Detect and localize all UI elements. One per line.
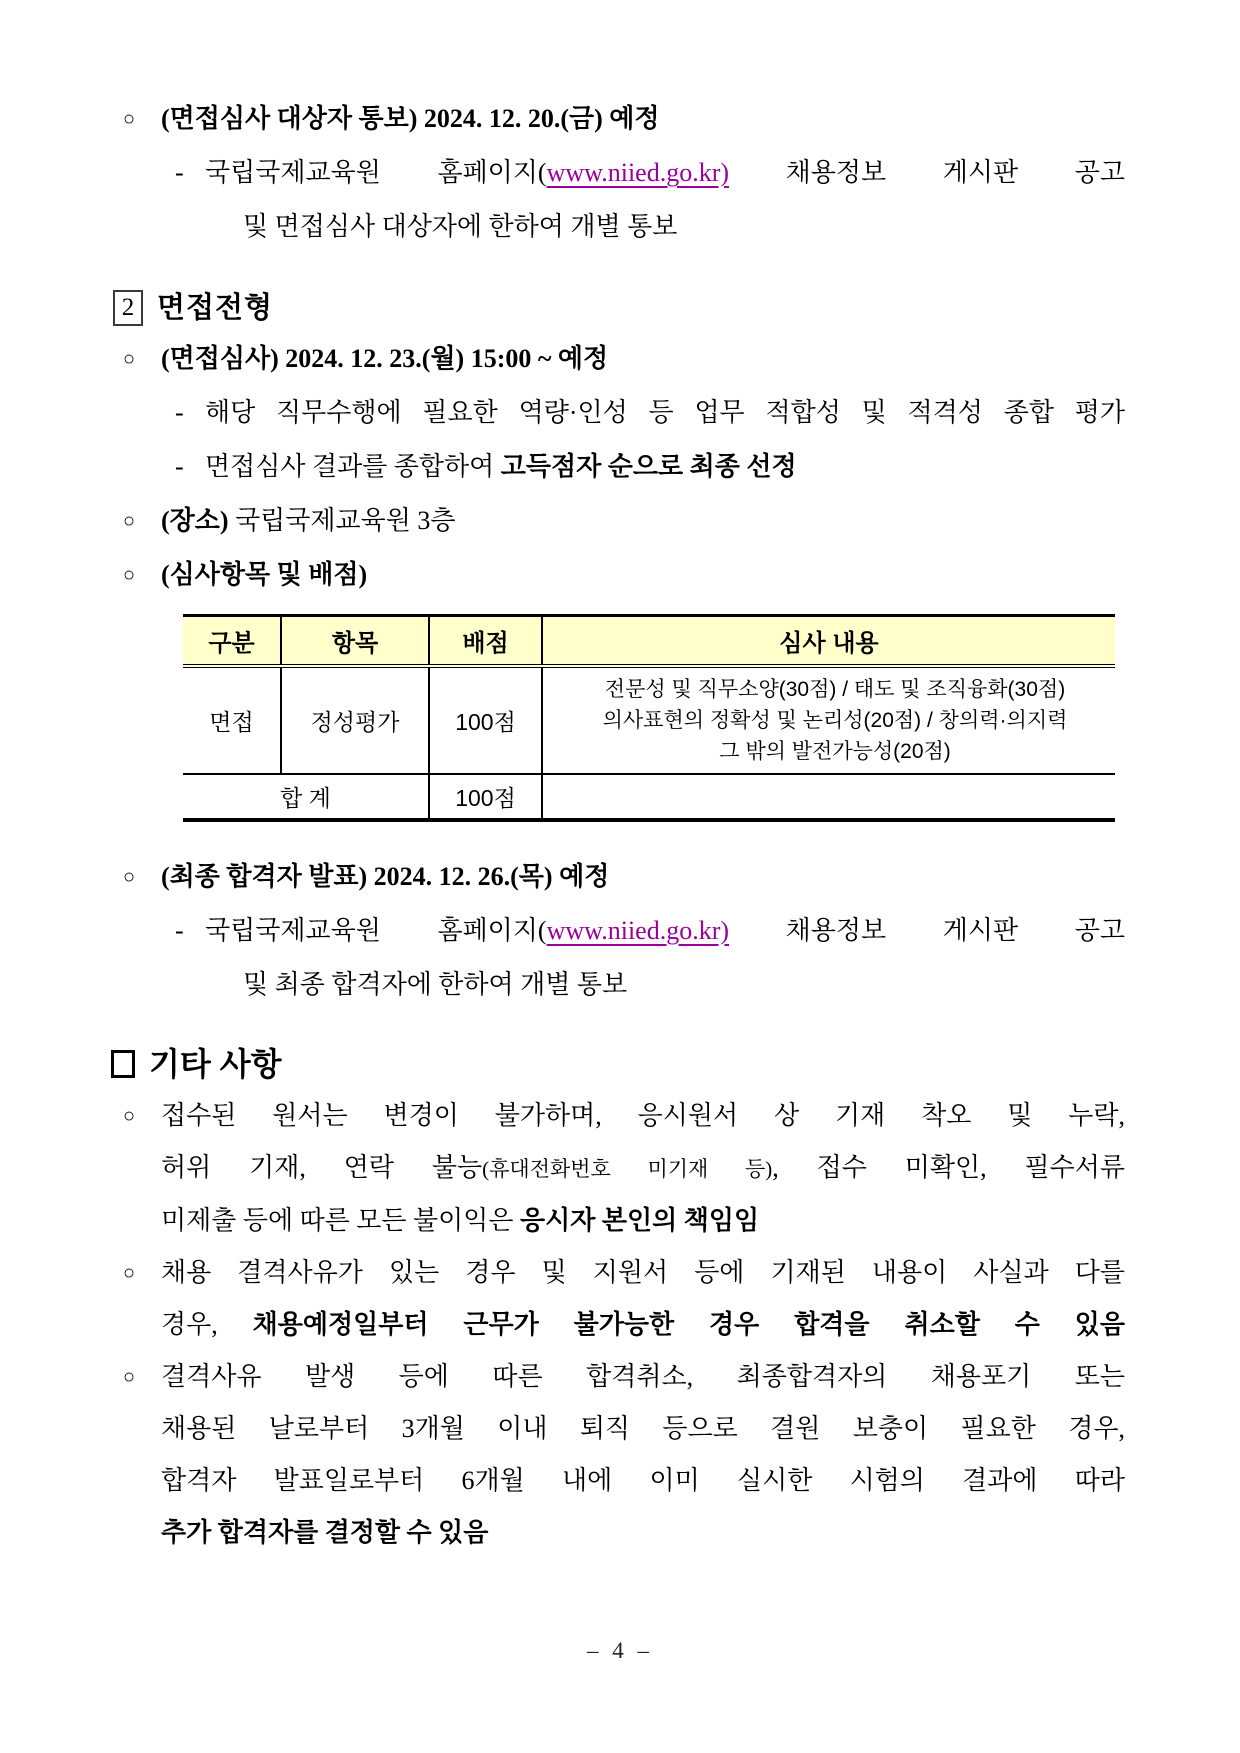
place-label: (장소): [161, 506, 229, 535]
etc-bullet-3-line-2: 채용된 날로부터 3개월 이내 퇴직 등으로 결원 보충이 필요한 경우,: [161, 1413, 1125, 1443]
cell-category: 면접: [209, 708, 254, 735]
etc-bullet-1-line-1: 접수된 원서는 변경이 불가하며, 응시원서 상 기재 착오 및 누락,: [161, 1100, 1125, 1130]
header-score: 배점: [429, 616, 542, 666]
additional-pass-bold-text: 추가 합격자를 결정할 수 있음: [161, 1517, 489, 1547]
criteria-line: [123, 548, 1125, 602]
interview-item-1: [175, 386, 1125, 440]
cell-total-score: 100점: [429, 774, 542, 820]
header-content: 심사 내용: [542, 616, 1115, 666]
notice-sub-line-2: 및 면접심사 대상자에 한하여 개별 통보: [243, 212, 678, 241]
final-date: 2024. 12. 26.(목) 예정: [367, 861, 610, 891]
cell-item: 정성평가: [281, 666, 429, 774]
etc-bullet-1-line-2-tail: , 접수 미확인, 필수서류: [772, 1152, 1125, 1182]
interview-item-1-text: 해당 직무수행에 필요한 역량·인성 등 업무 적합성 및 적격성 종합 평가: [205, 398, 1125, 427]
final-label: (최종 합격자 발표): [161, 861, 368, 891]
niied-homepage-link[interactable]: www.niied.go.kr): [546, 158, 730, 187]
board-notice-text: 채용정보 게시판 공고: [729, 915, 1125, 945]
etc-bullet-3-line-3: 합격자 발표일로부터 6개월 내에 이미 실시한 시험의 결과에 따라: [161, 1465, 1125, 1495]
etc-bullet-3-line-1: 결격사유 발생 등에 따른 합격취소, 최종합격자의 채용포기 또는: [161, 1361, 1125, 1391]
cell-total-label: 합 계: [183, 774, 429, 820]
square-bullet-icon: [111, 1050, 135, 1078]
etc-bullet-2-line-2-text: 경우,: [161, 1309, 253, 1339]
circle-bullet-icon: ○: [123, 865, 136, 888]
circle-bullet-icon: ○: [123, 348, 136, 370]
cell-score: 100점: [429, 666, 542, 774]
homepage-text: 국립국제교육원 홈페이지(: [205, 915, 547, 945]
etc-bullet-2: [123, 1247, 1125, 1299]
circle-bullet-icon: ○: [123, 1261, 136, 1284]
etc-section: [105, 1090, 1125, 1559]
applicant-responsibility-bold-text: 응시자 본인의 책임임: [520, 1205, 760, 1235]
cancel-pass-bold-text: 채용예정일부터 근무가 불가능한 경우 합격을 취소할 수 있음: [252, 1309, 1125, 1339]
place-line: [123, 494, 1125, 548]
homepage-text: 국립국제교육원 홈페이지(: [205, 158, 547, 187]
content-line-2: 의사표현의 정확성 및 논리성(20점) / 창의력·의지력: [602, 708, 1068, 732]
etc-bullet-1: [123, 1090, 1125, 1142]
etc-bullet-3: [123, 1351, 1125, 1403]
interview-schedule: [105, 332, 1125, 602]
circle-bullet-icon: ○: [123, 108, 136, 130]
criteria-label: (심사항목 및 배점): [161, 560, 368, 589]
table-total-row: [183, 774, 1115, 820]
notice-date: 2024. 12. 20.(금) 예정: [417, 104, 660, 133]
etc-bullet-2-line-1: 채용 결격사유가 있는 경우 및 지원서 등에 기재된 내용이 사실과 다를: [161, 1257, 1125, 1287]
interview-target-notice: [105, 92, 1125, 254]
etc-section-heading: [105, 1038, 1125, 1090]
interview-date: 2024. 12. 23.(월) 15:00 ~ 예정: [278, 344, 609, 373]
notice-label: (면접심사 대상자 통보): [161, 104, 418, 133]
criteria-table-wrap: [183, 614, 1125, 822]
final-selection-bold-text: 고득점자 순으로 최종 선정: [500, 452, 797, 481]
cell-total-content: [542, 774, 1115, 820]
final-sub-line: [175, 904, 1125, 958]
board-notice-text: 채용정보 게시판 공고: [729, 158, 1125, 187]
notice-headline: [123, 92, 1125, 146]
table-header-row: [183, 616, 1115, 666]
final-announcement: [105, 850, 1125, 1012]
interview-item-2-text: 면접심사 결과를 종합하여: [205, 452, 501, 481]
interview-item-2: [175, 440, 1125, 494]
final-headline: [123, 850, 1125, 904]
notice-sub-line: [175, 146, 1125, 200]
etc-section-title: 기타 사항: [149, 1045, 282, 1082]
niied-homepage-link[interactable]: www.niied.go.kr): [546, 915, 730, 945]
dash-bullet-icon: -: [175, 398, 184, 427]
final-sub-line-2: 및 최종 합격자에 한하여 개별 통보: [243, 969, 628, 999]
circle-bullet-icon: ○: [123, 510, 136, 532]
dash-bullet-icon: -: [175, 915, 184, 945]
content-line-1: 전문성 및 직무소양(30점) / 태도 및 조직융화(30점): [604, 677, 1066, 701]
table-row: [183, 666, 1115, 774]
phone-note-small-text: (휴대전화번호 미기재 등): [482, 1156, 773, 1181]
criteria-table: [183, 614, 1115, 822]
dash-bullet-icon: -: [175, 452, 184, 481]
etc-bullet-1-line-2-text: 허위 기재, 연락 불능: [161, 1152, 483, 1182]
section-2-heading: [113, 284, 1125, 332]
page-number: – 4 –: [587, 1638, 653, 1663]
header-category: 구분: [183, 616, 281, 666]
etc-bullet-2-line-2: [161, 1299, 1125, 1351]
dash-bullet-icon: -: [175, 158, 184, 187]
boxed-number-icon: 2: [113, 290, 143, 326]
section-2-title: 면접전형: [157, 292, 274, 324]
header-item: 항목: [281, 616, 429, 666]
circle-bullet-icon: ○: [123, 1365, 136, 1388]
circle-bullet-icon: ○: [123, 564, 136, 586]
etc-bullet-1-line-3-text: 미제출 등에 따른 모든 불이익은: [161, 1205, 521, 1235]
etc-bullet-1-line-2: [161, 1142, 1125, 1195]
content-line-3: 그 밖의 발전가능성(20점): [719, 739, 951, 763]
interview-label: (면접심사): [161, 344, 279, 373]
interview-headline: [123, 332, 1125, 386]
etc-bullet-1-line-3: [161, 1195, 1125, 1247]
place-text: 국립국제교육원 3층: [228, 506, 456, 535]
circle-bullet-icon: ○: [123, 1104, 136, 1127]
cell-content: [542, 666, 1115, 774]
